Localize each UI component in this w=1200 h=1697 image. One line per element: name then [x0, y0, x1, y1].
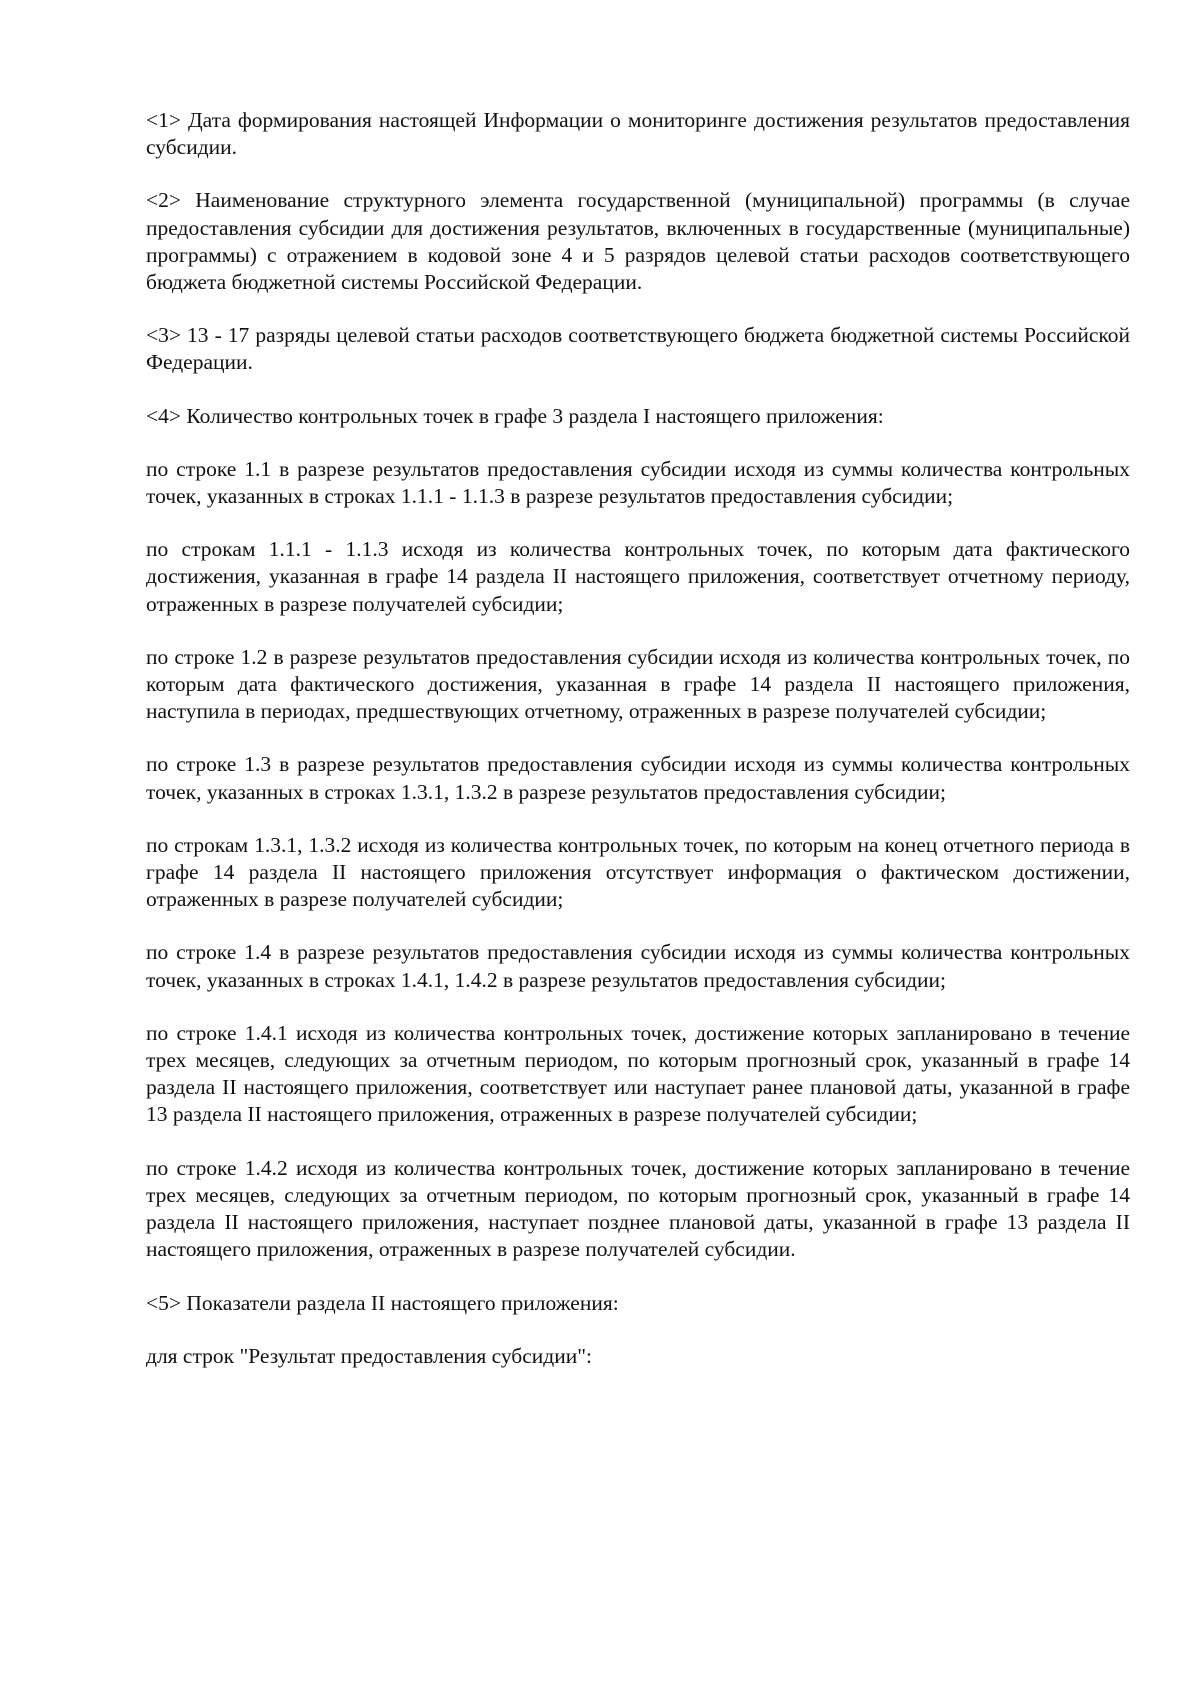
footnote-4-intro: <4> Количество контрольных точек в графе 3 раздела I настоящего приложения: [146, 403, 884, 428]
footnote-1: <1> Дата формирования настоящей Информации о мониторинге достижения результатов предоставления субсидии. [146, 108, 1130, 160]
footnote-4-row-1-3: по строке 1.3 в разрезе результатов предоставления субсидии исходя из суммы количества контрольных точек, указанных в строках 1.3.1, 1.3.2 в разрезе результатов предоставления субсидии; [146, 752, 1130, 804]
footnote-4-row-1-4-1: по строке 1.4.1 исходя из количества контрольных точек, достижение которых запланировано в течение трех месяцев, следующих за отчетным периодом, по которым прогнозный срок, указанный в графе 14 раздела II настоящего приложения, соответствует или наступает ранее плановой даты, указанной в графе 13 раздела II настоящего приложения, отраженных в разрезе получателей субсидии; [146, 1020, 1130, 1127]
footnote-4-row-1-4: по строке 1.4 в разрезе результатов предоставления субсидии исходя из суммы количества контрольных точек, указанных в строках 1.4.1, 1.4.2 в разрезе результатов предоставления субсидии; [146, 940, 1130, 992]
footnote-4-row-1-1: по строке 1.1 в разрезе результатов предоставления субсидии исходя из суммы количества контрольных точек, указанных в строках 1.1.1 - 1.1.3 в разрезе результатов предоставления субсидии; [146, 456, 1130, 509]
footnote-5-result-rows: для строк "Результат предоставления субсидии": [146, 1343, 592, 1368]
footnote-4-row-1-2: по строке 1.2 в разрезе результатов предоставления субсидии исходя из количества контрольных точек, по которым дата фактического достижения, указанная в графе 14 раздела II настоящего приложения, наступила в периодах, предшествующих отчетному, отраженных в разрезе получателей субсидии; [146, 644, 1130, 724]
footnote-2: <2> Наименование структурного элемента государственной (муниципальной) программы (в случае предоставления субсидии для достижения результатов, включенных в государственные (муниципальные) программы) с отражением в кодовой зоне 4 и 5 разрядов целевой статьи расходов соответствующего бюджета бюджетной системы Российской Федерации. [146, 188, 1130, 295]
footnote-3: <3> 13 - 17 разряды целевой статьи расходов соответствующего бюджета бюджетной системы Российской Федерации. [146, 323, 1130, 375]
footnote-4-row-1-4-2: по строке 1.4.2 исходя из количества контрольных точек, достижение которых запланировано в течение трех месяцев, следующих за отчетным периодом, по которым прогнозный срок, указанный в графе 14 раздела II настоящего приложения, наступает позднее плановой даты, указанной в графе 13 раздела II настоящего приложения, отраженных в разрезе получателей субсидии. [146, 1155, 1130, 1262]
footnote-4-rows-1-1-x: по строкам 1.1.1 - 1.1.3 исходя из количества контрольных точек, по которым дата фактического достижения, указанная в графе 14 раздела II настоящего приложения, соответствует отчетному периоду, отраженных в разрезе получателей субсидии; [146, 537, 1130, 616]
footnote-4-rows-1-3-x: по строкам 1.3.1, 1.3.2 исходя из количества контрольных точек, по которым на конец отчетного периода в графе 14 раздела II настоящего приложения отсутствует информация о фактическом достижении, отраженных в разрезе получателей субсидии; [146, 832, 1130, 912]
footnote-5-intro: <5> Показатели раздела II настоящего приложения: [146, 1290, 619, 1315]
document-page [146, 107, 1130, 1396]
